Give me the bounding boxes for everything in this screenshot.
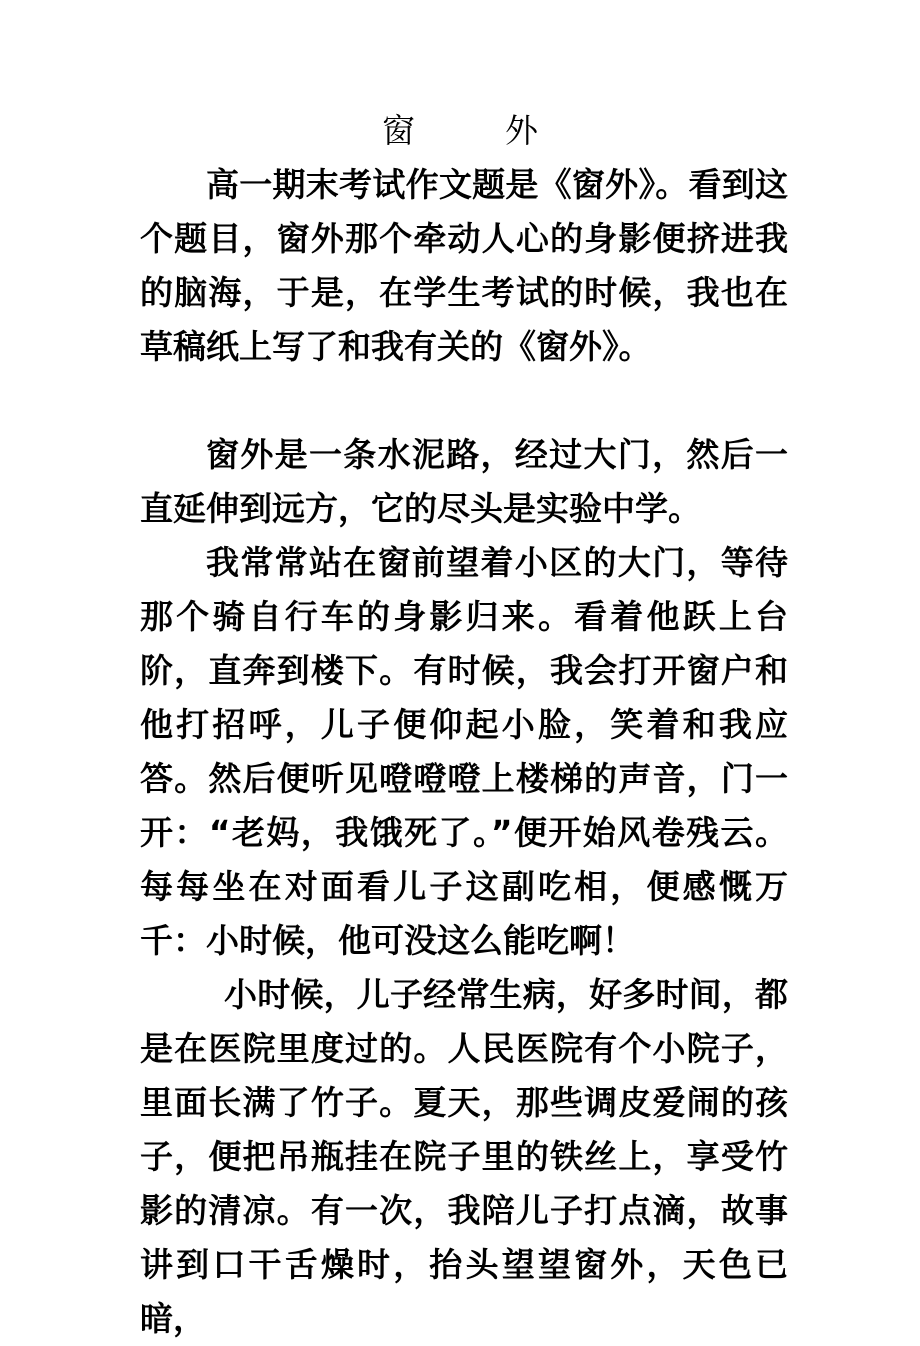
paragraph-3: 我常常站在窗前望着小区的大门，等待那个骑自行车的身影归来。看着他跃上台阶，直奔到楼下。有时候，我会打开窗户和他打招呼，儿子便仰起小脸，笑着和我应答。然后便听见噔噔噔上楼梯的声音，门一开：“老妈，我饿死了。”便开始风卷残云。每每坐在对面看儿子这副吃相，便感慨万千：小时候，他可没这么能吃啊！: [140, 543, 788, 960]
paragraph-4: 小时候，儿子经常生病，好多时间，都是在医院里度过的。人民医院有个小院子，里面长满了竹子。夏天，那些调皮爱闹的孩子，便把吊瓶挂在院子里的铁丝上，享受竹影的清凉。有一次，我陪儿子打点滴，故事讲到口干舌燥时，抬头望望窗外，天色已暗，: [140, 975, 788, 1338]
title-char-1: 窗: [382, 111, 415, 150]
paragraph-2: 窗外是一条水泥路，经过大门，然后一直延伸到远方，它的尽头是实验中学。: [140, 435, 788, 528]
document-title: [0, 104, 920, 158]
document-body: [140, 158, 788, 1346]
paragraph-1: 高一期末考试作文题是《窗外》。看到这个题目，窗外那个牵动人心的身影便挤进我的脑海，于是，在学生考试的时候，我也在草稿纸上写了和我有关的《窗外》。: [140, 165, 788, 366]
title-char-2: 外: [505, 111, 538, 150]
